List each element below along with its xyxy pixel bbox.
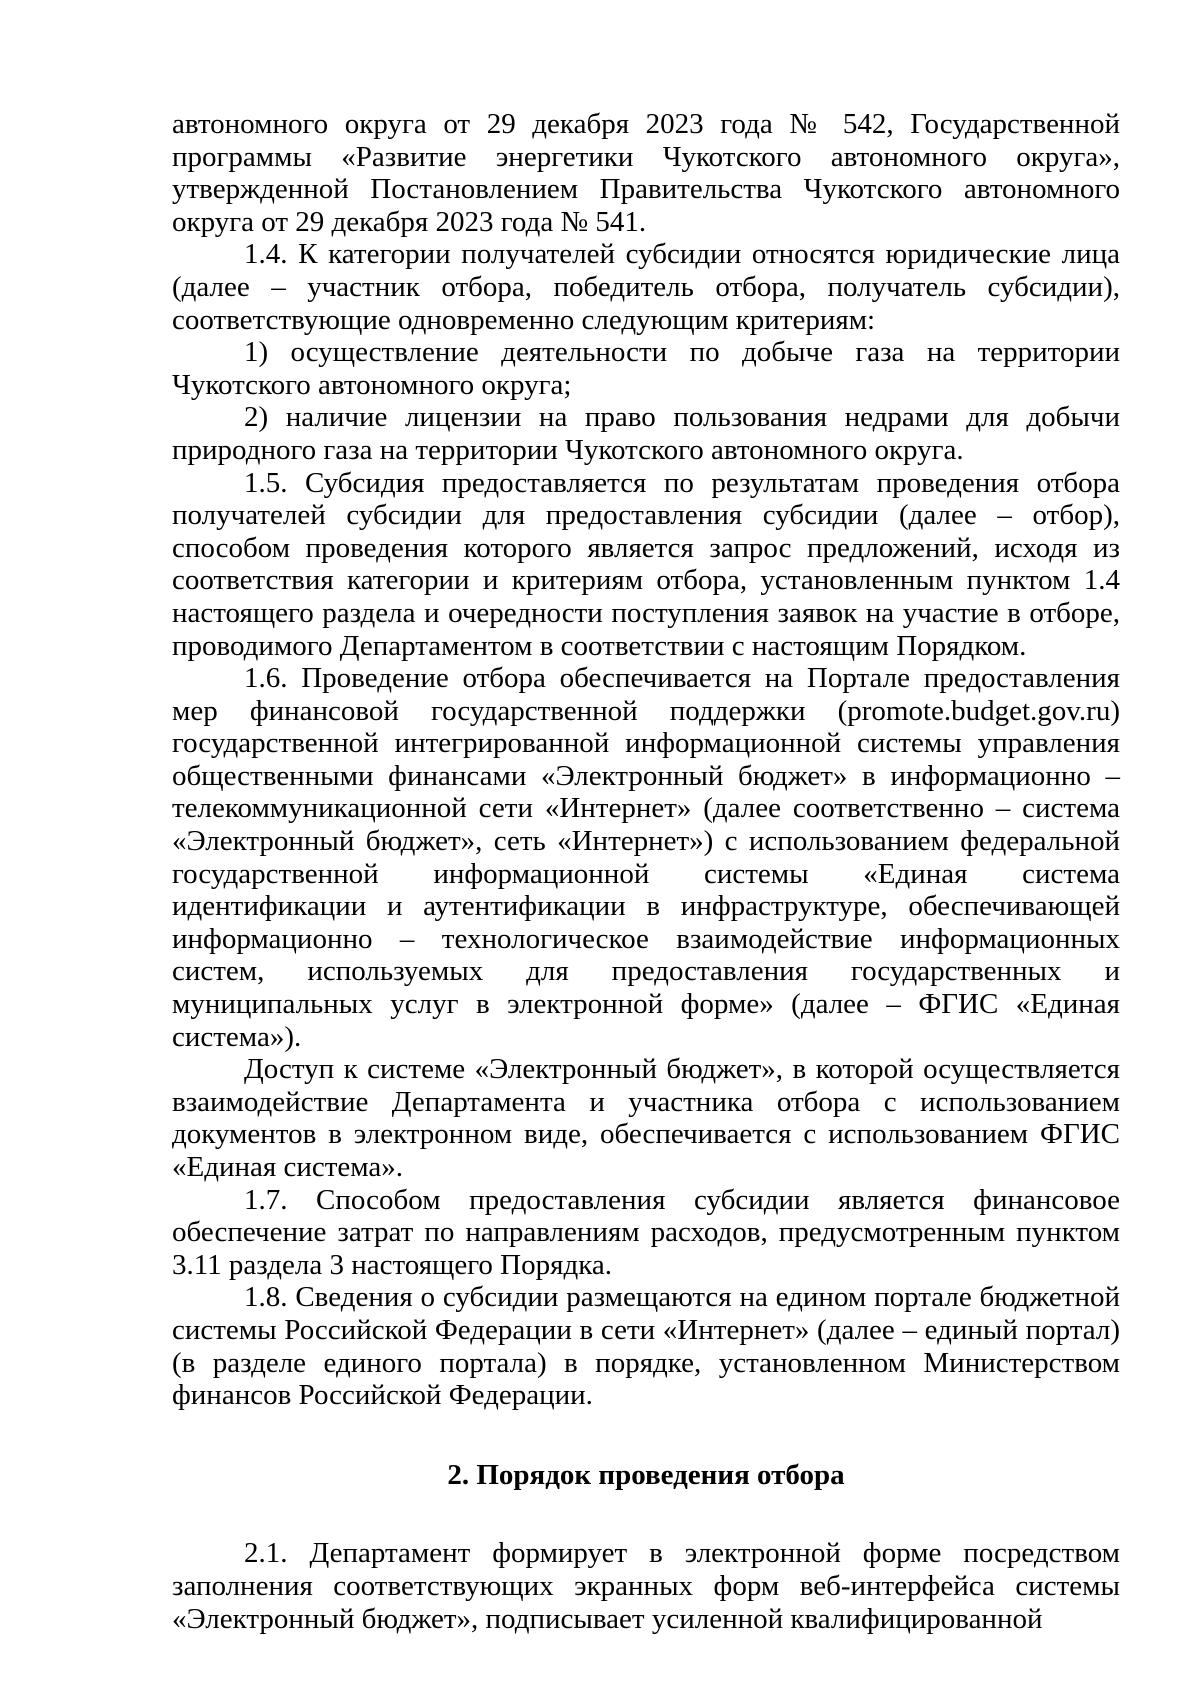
paragraph-criterion-1: 1) осуществление деятельности по добыче газа на территории Чукотского автономного округа;: [172, 336, 1120, 401]
paragraph-1-7: 1.7. Способом предоставления субсидии является финансовое обеспечение затрат по направлениям расходов, предусмотренным пунктом 3.11 раздела 3 настоящего Порядка.: [172, 1183, 1120, 1281]
paragraph-2-1: 2.1. Департамент формирует в электронной форме посредством заполнения соответствующих экранных форм веб-интерфейса системы «Электронный бюджет», подписывает усиленной квалифицированной: [172, 1537, 1120, 1635]
paragraph-criterion-2: 2) наличие лицензии на право пользования недрами для добычи природного газа на территории Чукотского автономного округа.: [172, 401, 1120, 466]
section-heading: 2. Порядок проведения отбора: [447, 1458, 845, 1491]
paragraph-1-6: 1.6. Проведение отбора обеспечивается на Портале предоставления мер финансовой государственной поддержки (promote.budget.gov.ru) государственной интегрированной информационной системы управления общественными финансами «Электронный бюджет» в информационно – телекоммуникационной сети «Интернет» (далее соответственно – система «Электронный бюджет», сеть «Интернет») с использованием федеральной государственной информационной системы «Единая система идентификации и аутентификации в инфраструктуре, обеспечивающей информационно – технологическое взаимодействие информационных систем, используемых для предоставления государственных и муниципальных услуг в электронной форме» (далее – ФГИС «Единая система»).: [172, 662, 1120, 1053]
paragraph-1-8: 1.8. Сведения о субсидии размещаются на едином портале бюджетной системы Российской Федерации в сети «Интернет» (далее – единый портал) (в разделе единого портала) в порядке, установленном Министерством финансов Российской Федерации.: [172, 1281, 1120, 1412]
paragraph-1-5: 1.5. Субсидия предоставляется по результатам проведения отбора получателей субсидии для предоставления субсидии (далее – отбор), способом проведения которого является запрос предложений, исходя из соответствия категории и критериям отбора, установленным пунктом 1.4 настоящего раздела и очередности поступления заявок на участие в отборе, проводимого Департаментом в соответствии с настоящим Порядком.: [172, 466, 1120, 662]
paragraph-1-4: 1.4. К категории получателей субсидии относятся юридические лица (далее – участник отбора, победитель отбора, получатель субсидии), соответствующие одновременно следующим критериям:: [172, 238, 1120, 336]
paragraph-access: Доступ к системе «Электронный бюджет», в которой осуществляется взаимодействие Департамента и участника отбора с использованием документов в электронном виде, обеспечивается с использованием ФГИС «Единая система».: [172, 1053, 1120, 1183]
paragraph-continuation: автономного округа от 29 декабря 2023 года № 542, Государственной программы «Развитие энергетики Чукотского автономного округа», утвержденной Постановлением Правительства Чукотского автономного округа от 29 декабря 2023 года № 541.: [172, 108, 1120, 238]
document-page: [172, 108, 1120, 1635]
